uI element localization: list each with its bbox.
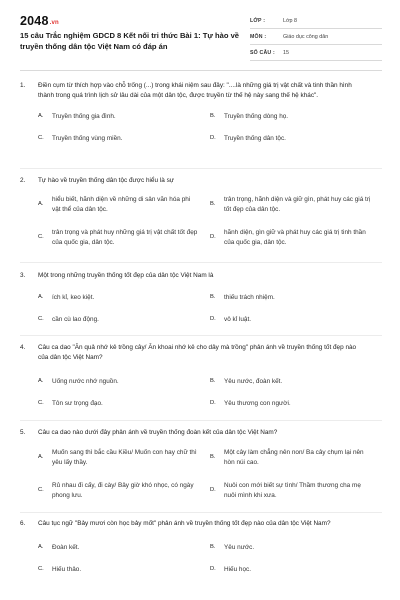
option-letter: A. (38, 294, 44, 300)
option-b[interactable] (210, 293, 372, 303)
option-a[interactable] (38, 293, 200, 303)
option-c[interactable] (38, 134, 200, 144)
question-2 (20, 176, 382, 246)
option-text: Tôn sư trọng đạo. (52, 400, 103, 407)
option-letter: A. (38, 544, 44, 550)
option-letter: D. (210, 400, 216, 406)
option-letter: D. (210, 135, 216, 141)
option-c[interactable] (38, 481, 200, 500)
question-divider (20, 262, 382, 263)
document-title: 15 câu Trắc nghiệm GDCD 8 Kết nối tri thức Bài 1: Tự hào về truyền thống dân tộc Việt Nam có đáp án (20, 31, 240, 51)
option-a[interactable] (38, 195, 200, 214)
option-letter: C. (38, 566, 44, 572)
question-6 (20, 519, 382, 573)
question-text: Câu ca dao nào dưới đây phản ánh về truyền thống đoàn kết của dân tộc Việt Nam? (38, 429, 278, 436)
option-text: Truyền thống dân tộc. (224, 135, 286, 142)
option-b[interactable] (210, 112, 372, 122)
option-text: trân trọng, hãnh diện và giữ gìn, phát huy các giá trị tốt đẹp của dân tộc. (224, 196, 371, 213)
option-d[interactable] (210, 399, 372, 409)
option-letter: B. (210, 294, 216, 300)
option-d[interactable] (210, 481, 372, 500)
question-stem (20, 343, 382, 363)
option-text: Hiếu thảo. (52, 566, 82, 573)
header-divider (20, 70, 382, 71)
logo-text: 2048 (20, 14, 49, 28)
question-text: Câu tục ngữ "Bảy mươi còn học bảy mốt" phản ánh về truyền thống tốt đẹp nào của dân tộc Việt Nam? (38, 520, 331, 527)
option-d[interactable] (210, 228, 372, 247)
question-divider (20, 512, 382, 513)
option-c[interactable] (38, 315, 200, 325)
option-letter: D. (210, 316, 216, 322)
option-a[interactable] (38, 543, 200, 553)
option-letter: B. (210, 378, 216, 384)
option-text: Hiếu học. (224, 566, 251, 573)
option-text: Truyền thống vùng miền. (52, 135, 123, 142)
question-number: 2. (20, 177, 26, 184)
option-text: hiểu biết, hãnh diện về những di sản văn hóa phi vật thể của dân tộc. (52, 196, 191, 213)
option-letter: B. (210, 200, 216, 207)
option-text: Nuôi con mới biết sự tình/ Thầm thương cha mẹ nuôi mình khi xưa. (224, 482, 361, 499)
question-number: 5. (20, 429, 26, 436)
option-text: Yêu nước, đoàn kết. (224, 378, 283, 385)
question-text: Một trong những truyền thống tốt đẹp của dân tộc Việt Nam là (38, 272, 214, 279)
option-text: cần cù lao động. (52, 316, 99, 323)
meta-row-subject (250, 29, 382, 45)
question-number: 6. (20, 520, 26, 527)
option-text: Yêu nước. (224, 544, 255, 551)
option-text: Truyền thống gia đình. (52, 113, 116, 120)
question-3 (20, 271, 382, 323)
option-c[interactable] (38, 399, 200, 409)
question-stem (20, 428, 382, 438)
question-number: 3. (20, 272, 26, 279)
question-number: 1. (20, 82, 26, 89)
question-number: 4. (20, 344, 26, 351)
meta-key: SỐ CÂU : (250, 49, 275, 56)
question-5 (20, 428, 382, 499)
option-a[interactable] (38, 448, 200, 467)
option-text: Đoàn kết. (52, 544, 80, 551)
option-text: thiếu trách nhiệm. (224, 294, 275, 301)
question-text: Tự hào về truyền thống dân tộc được hiểu là sự (38, 177, 175, 184)
option-text: hãnh diện, gìn giữ và phát huy các giá trị tinh thần của quốc gia, dân tộc. (224, 229, 366, 246)
option-letter: B. (210, 453, 216, 460)
question-stem (20, 176, 382, 186)
option-letter: C. (38, 400, 44, 406)
option-letter: B. (210, 544, 216, 550)
question-divider (20, 335, 382, 336)
question-stem (20, 519, 382, 529)
meta-key: MÔN : (250, 33, 267, 40)
question-text: Câu ca dao "Ăn quả nhớ kẻ trồng cây/ Ăn khoai nhớ kẻ cho dây mà trồng" phản ánh về truyền thống tốt đẹp nào của dân tộc Việt Nam? (38, 344, 357, 361)
option-text: Rủ nhau đi cấy, đi cày/ Bây giờ khó nhọc, có ngày phong lưu. (52, 482, 194, 499)
option-text: Muốn sang thì bắc cầu Kiều/ Muốn con hay chữ thì yêu lấy thầy. (52, 449, 197, 466)
site-logo[interactable] (20, 14, 59, 28)
option-b[interactable] (210, 543, 372, 553)
option-letter: C. (38, 135, 44, 141)
option-letter: A. (38, 113, 44, 119)
question-stem (20, 81, 382, 101)
option-b[interactable] (210, 448, 372, 467)
meta-value: Lớp 8 (283, 17, 298, 24)
option-text: Truyền thống dòng họ. (224, 113, 289, 120)
option-letter: C. (38, 316, 44, 322)
logo-suffix: .vn (49, 20, 59, 26)
option-text: Yêu thương con người. (224, 400, 291, 407)
option-letter: D. (210, 566, 216, 572)
option-a[interactable] (38, 112, 200, 122)
option-letter: C. (38, 233, 44, 240)
option-letter: B. (210, 113, 216, 119)
option-c[interactable] (38, 565, 200, 575)
meta-row-class (250, 13, 382, 29)
meta-value: Giáo dục công dân (283, 33, 329, 40)
meta-row-count (250, 45, 382, 61)
option-letter: D. (210, 233, 216, 240)
question-divider (20, 420, 382, 421)
option-letter: A. (38, 378, 44, 384)
meta-value: 15 (283, 49, 289, 56)
option-text: ích kỉ, keo kiệt. (52, 294, 95, 301)
option-c[interactable] (38, 228, 200, 247)
question-stem (20, 271, 382, 281)
question-4 (20, 343, 382, 407)
option-d[interactable] (210, 565, 372, 575)
question-1 (20, 81, 382, 142)
option-letter: C. (38, 486, 44, 493)
meta-key: LỚP : (250, 17, 266, 24)
option-d[interactable] (210, 134, 372, 144)
option-d[interactable] (210, 315, 372, 325)
option-text: vô kỉ luật. (224, 316, 251, 323)
option-letter: A. (38, 453, 44, 460)
option-a[interactable] (38, 377, 200, 387)
option-text: Một cây làm chẳng nên non/ Ba cây chụm lại nên hòn núi cao. (224, 449, 364, 466)
option-text: Uống nước nhớ nguồn. (52, 378, 119, 385)
option-b[interactable] (210, 195, 372, 214)
meta-table (250, 13, 382, 61)
option-letter: A. (38, 200, 44, 207)
option-text: trân trọng và phát huy những giá trị vật chất tốt đẹp của quốc gia, dân tộc. (52, 229, 198, 246)
question-text: Điền cụm từ thích hợp vào chỗ trống (...) trong khái niệm sau đây: "....là những giá trị vật chất và tinh thần hình thành trong quá trình lịch sử lâu dài của một dân tộc, được truyền từ thế hệ này sang thế hệ khác". (38, 82, 352, 99)
option-letter: D. (210, 486, 216, 493)
question-divider (20, 168, 382, 169)
option-b[interactable] (210, 377, 372, 387)
